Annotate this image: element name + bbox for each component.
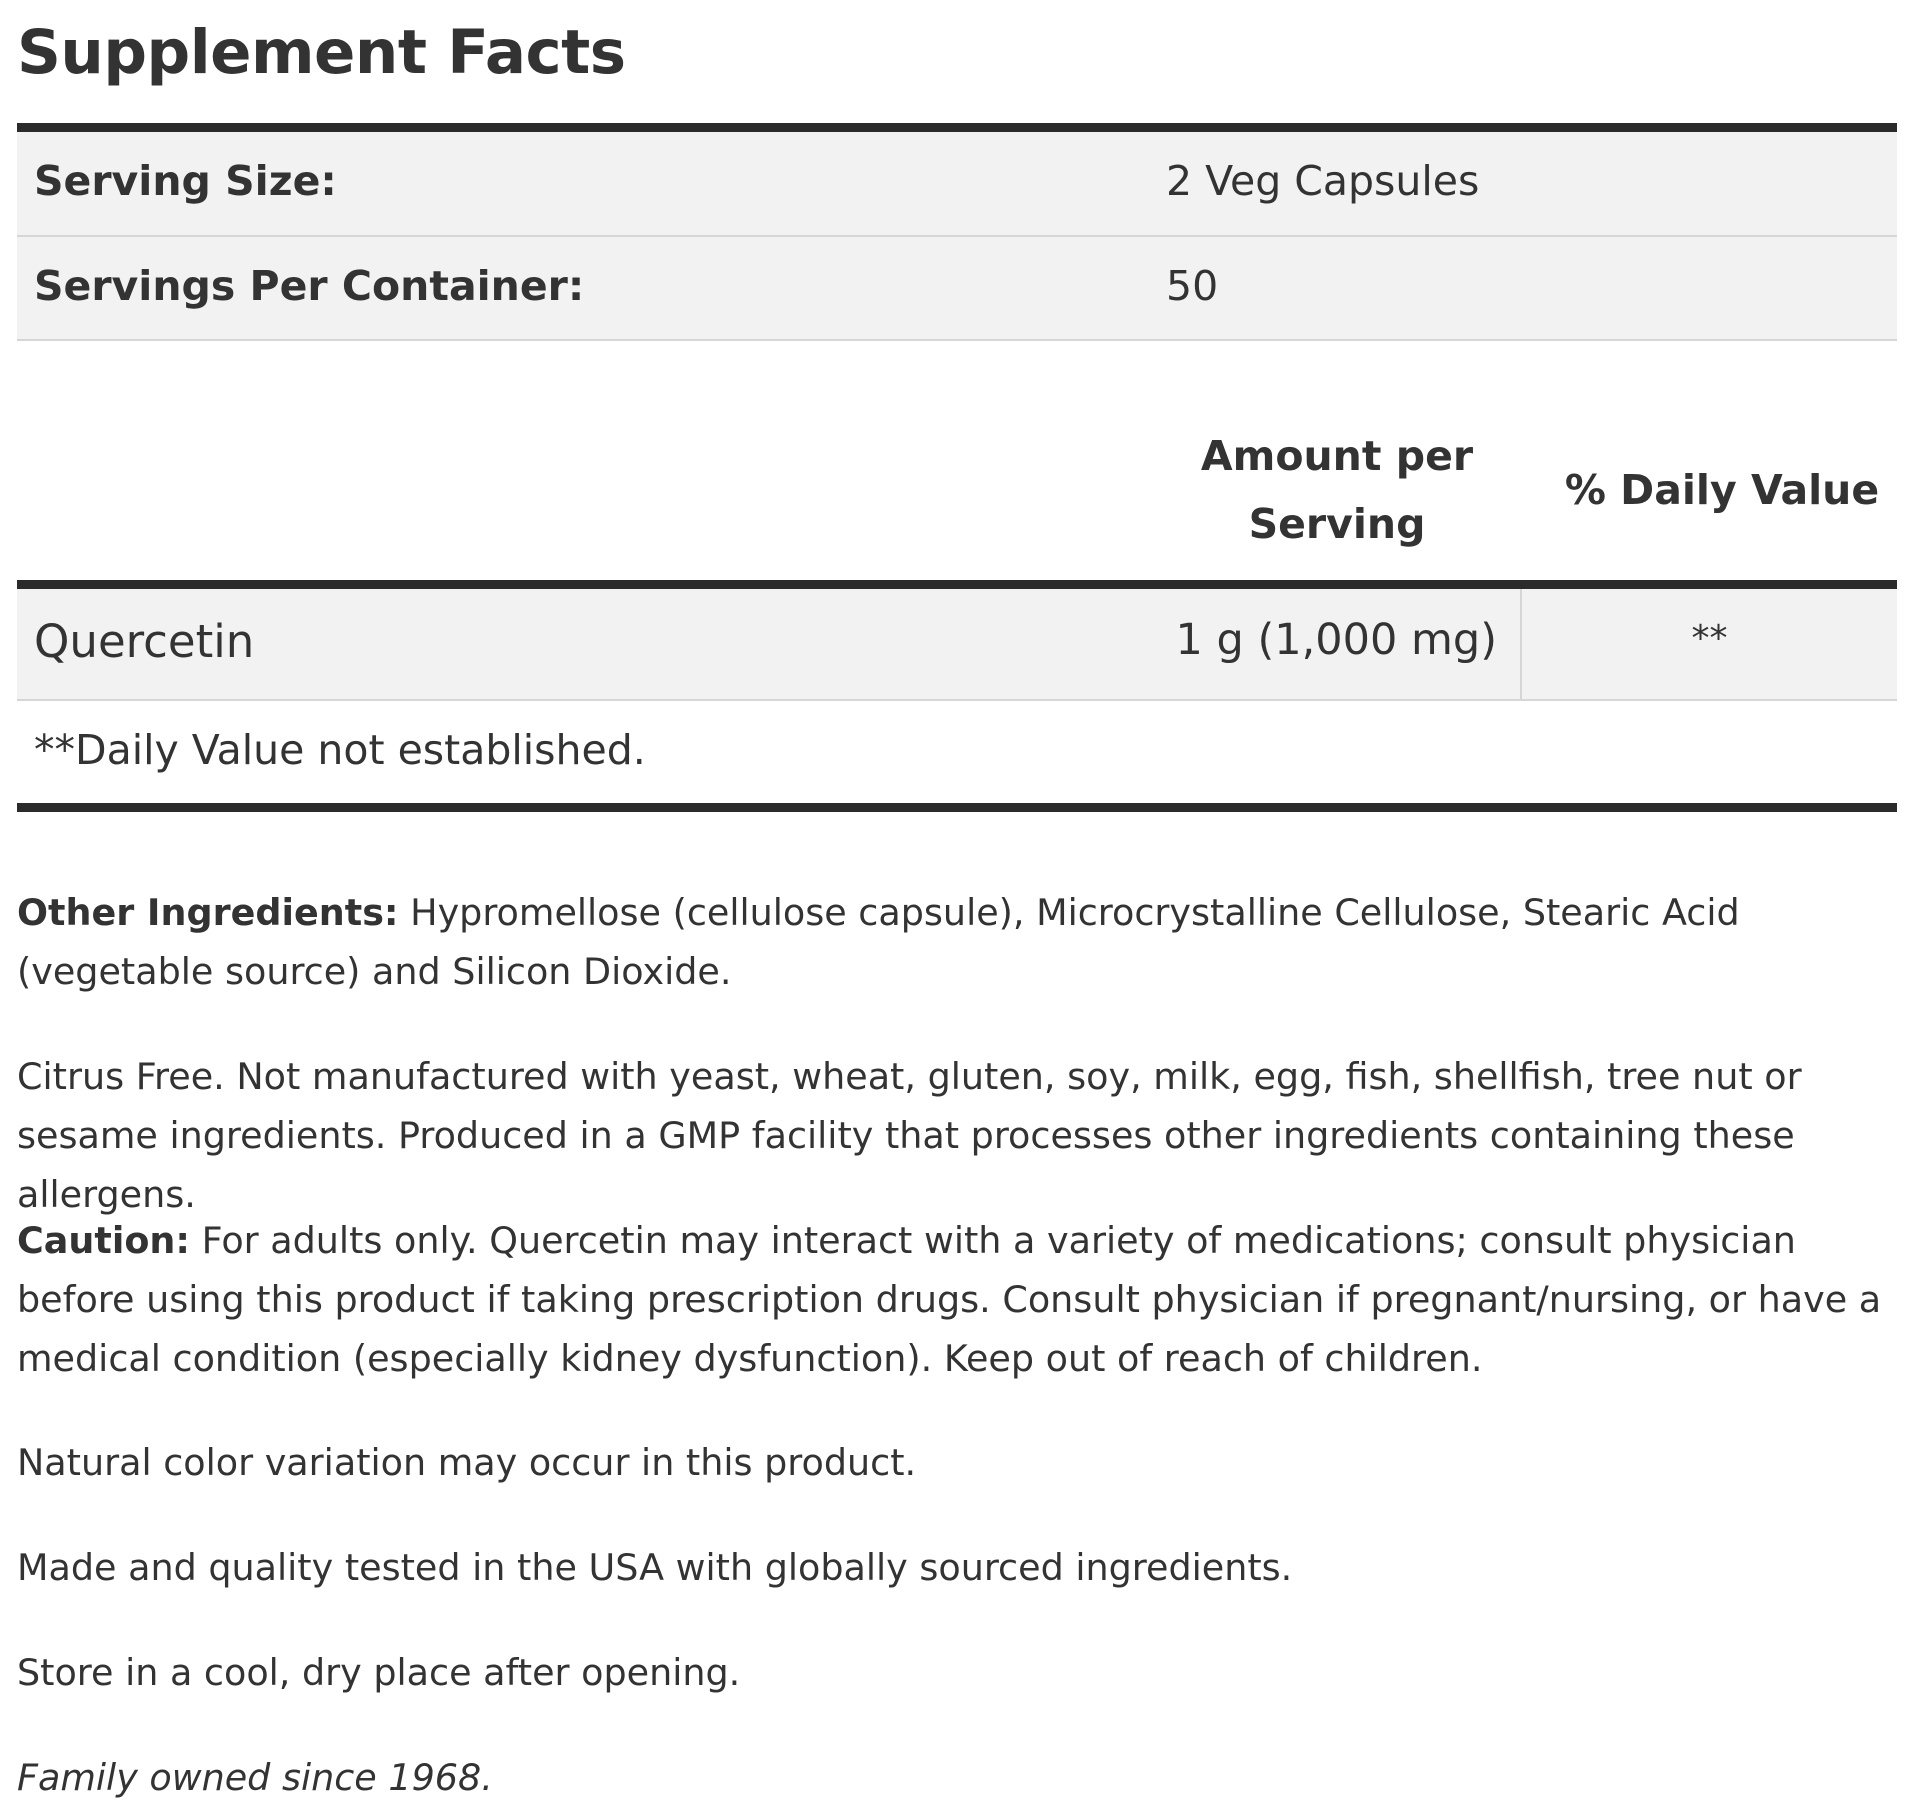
other-ingredients-label: Other Ingredients: (17, 891, 399, 934)
caution-label: Caution: (17, 1219, 191, 1262)
daily-value-footnote: **Daily Value not established. (34, 726, 646, 774)
made-in-usa-note: Made and quality tested in the USA with globally sourced ingredients. (17, 1546, 1293, 1589)
color-variation-note: Natural color variation may occur in this product. (17, 1441, 917, 1484)
nutrient-amount: 1 g (1,000 mg) (1175, 615, 1497, 665)
serving-size-value: 2 Veg Capsules (1166, 157, 1480, 205)
other-ingredients-text: Hypromellose (cellulose capsule), Microcrystalline Cellulose, Stearic Acid (vegetable source) and Silicon Dioxide. (17, 891, 1740, 993)
page-title: Supplement Facts (17, 17, 626, 88)
nutrient-name: Quercetin (34, 615, 255, 668)
serving-size-label: Serving Size: (34, 157, 337, 205)
nutrient-daily-value: ** (1691, 618, 1728, 659)
daily-value-header: % Daily Value (1564, 466, 1880, 514)
divider (17, 699, 1897, 701)
family-owned-text: Family owned since 1968. (17, 1756, 493, 1799)
servings-per-container-label: Servings Per Container: (34, 262, 585, 310)
storage-note: Store in a cool, dry place after opening. (17, 1651, 741, 1694)
other-ingredients (17, 883, 1897, 1001)
allergen-statement: Citrus Free. Not manufactured with yeast, wheat, gluten, soy, milk, egg, fish, shellfish, tree nut or sesame ingredients. Produced in a GMP facility that processes other ingredients containing these allergens. (17, 1055, 1802, 1216)
divider-top (17, 123, 1897, 132)
amount-per-serving-header-line1: Amount per (1200, 432, 1474, 480)
family-owned-note (17, 1748, 1897, 1807)
divider-header (17, 580, 1897, 589)
caution-text: For adults only. Quercetin may interact with a variety of medications; consult physician before using this product if taking prescription drugs. Consult physician if pregnant/nursing, or have a medical condition (especially kidney dysfunction). Keep out of reach of children. (17, 1219, 1882, 1380)
divider-bottom (17, 803, 1897, 812)
servings-per-container-value: 50 (1166, 262, 1219, 310)
amount-per-serving-header-line2: Serving (1248, 500, 1426, 548)
caution-statement (17, 1211, 1897, 1388)
divider (17, 339, 1897, 341)
